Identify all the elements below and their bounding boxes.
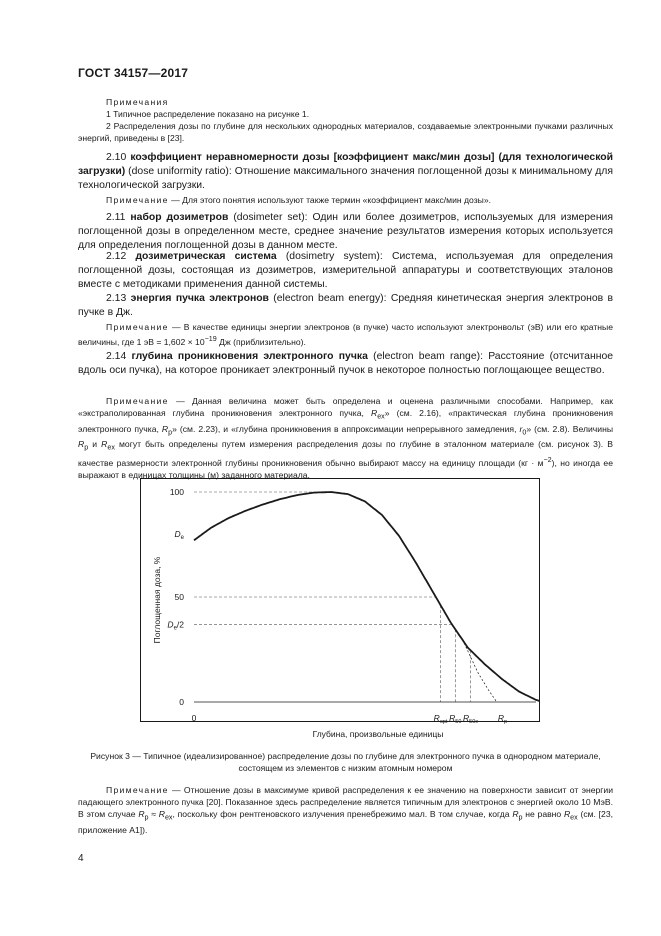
y-tick-labels [167,487,184,707]
depth-dose-chart [140,478,540,740]
note-label: Примечание [106,396,169,406]
definition: Расстояние (отсчитанное вдоль оси пучка), на которое проникает электронный пучок в некоторое полностью поглощающее вещество. [78,351,613,377]
x-tick-label: $R_{50}$ [449,713,462,725]
x-axis-label: Глубина, произвольные единицы [312,729,444,739]
definition: Средняя кинетическая энергия электронов в пучке в Дж. [78,293,613,319]
section-2-11 [78,211,613,254]
term-english: (electron beam range): [367,351,483,362]
note-item-1: 1 Типичное распределение показано на рисунке 1. [106,109,310,119]
note-end: Примечание — Отношение дозы в максимуме кривой распределения к ее значению на поверхности зависит от энергии падающего электронного пучка [20]. Показанное здесь распределение является типичным для электронов с энергией около 10 МэВ. В этом случае $R_p \approx R_{ex}$, поскольку фон рентгеновского излучения пренебрежимо мал. В том случае, когда $R_p$ не равно $R_{ex}$ (см. [23, приложение А1]). [78,785,613,835]
section-number: 2.14 [106,351,127,362]
reference-lines [194,492,471,702]
note-item-2: 2 Распределения дозы по глубине для нескольких однородных материалов, создаваемые электронными пучками различных энергий, приведены в [23]. [78,121,613,143]
section-2-13 [78,292,613,320]
note-text: — В качестве единицы энергии электронов (в пучке) часто используют электронвольт (эВ) или его кратные величины, где 1 эВ = 1,602 × 10 [78,322,613,347]
section-2-14 [78,350,613,378]
note-text: — Для этого понятия используют также термин «коэффициент макс/мин дозы». [168,195,491,205]
notes-block [78,96,613,144]
superscript: −19 [204,335,217,343]
term: коэффициент неравномерности дозы [коэффициент макс/мин дозы] (для технологической загрузки) [78,152,614,178]
chart-frame [141,479,540,722]
note-label: Примечание [106,195,169,205]
section-2-12 [78,250,613,293]
section-number: 2.10 [106,152,127,163]
term: энергия пучка электронов [130,293,269,304]
extrapolation-line [464,643,497,702]
definition: Отношение максимального значения поглощенной дозы к минимальному для технологической загрузки. [78,166,613,192]
note-2-13 [78,321,613,348]
y-tick-label: $D_e/2$ [167,619,184,632]
term: дозиметрическая система [135,251,277,262]
x-tick-label: $R_{50e}$ [463,713,479,725]
term-english: (dose uniformity ratio): [125,166,232,178]
figure-caption: Рисунок 3 — Типичное (идеализированное) распределение дозы по глубине для электронного пучка в однородном материале, состоящем из элементов с низким атомным номером [90,751,601,773]
term-english: (dosimeter set): [228,212,308,223]
section-2-10 [78,151,613,194]
x-tick-label: 0 [191,713,197,723]
definition: Один или более дозиметров, используемых для измерения поглощенной дозы в определенном месте, среднее значение результатов измерения которых используется для определения поглощенной дозы в данном месте. [78,212,613,252]
term-english: (electron beam energy): [268,293,387,304]
definition: Система, используемая для определения поглощенной дозы, состоящая из дозиметров, измерительной аппаратуры и соответствующих эталонов вместе с методиками применения данной системы. [78,251,613,291]
x-tick-labels [192,713,507,725]
notes-heading: Примечания [106,97,169,107]
term: набор дозиметров [130,212,229,223]
term: глубина проникновения электронного пучка [131,351,368,362]
x-tick-label: $R_{opt}$ [433,713,448,725]
note-2-10 [78,194,613,206]
note-label: Примечание [106,785,169,795]
y-tick-label: 50 [174,592,184,602]
y-tick-label: 100 [169,487,184,497]
note-2-14: Примечание — Данная величина может быть определена и оценена различными способами. Например, как «экстраполированная глубина проникновения электронного пучка, $R_{ex}$» (см. 2.16), «практическая глубина проникновения электронного пучка, $R_p$» (см. 2.23), и «глубина проникновения в аппроксимации непрерывного замедления, $r_0$» (см. 2.8). Величины $R_p$ и $R_{ex}$ могут быть определены путем измерения распределения дозы по глубине в эталонном материале (см. рисунок 3). В качестве размерности электронной глубины проникновения обычно выбирают массу на единицу площади $(кг \cdot м^{-2})$, но иногда ее выражают в единицах толщины (м) заданного материала. [78,396,613,481]
note-text: Дж (приблизительно). [216,336,306,347]
page-number: 4 [78,853,84,864]
section-number: 2.11 [106,212,126,223]
x-tick-label: $R_p$ [497,713,508,725]
y-tick-label: $D_e$ [174,529,184,541]
y-axis-label: Поглощенная доза, % [152,556,162,644]
document-header: ГОСТ 34157—2017 [78,66,189,80]
section-number: 2.12 [106,251,127,262]
section-number: 2.13 [106,293,127,304]
y-tick-label: 0 [179,697,184,707]
note-label: Примечание [106,322,169,332]
term-english: (dosimetry system): [276,251,383,262]
